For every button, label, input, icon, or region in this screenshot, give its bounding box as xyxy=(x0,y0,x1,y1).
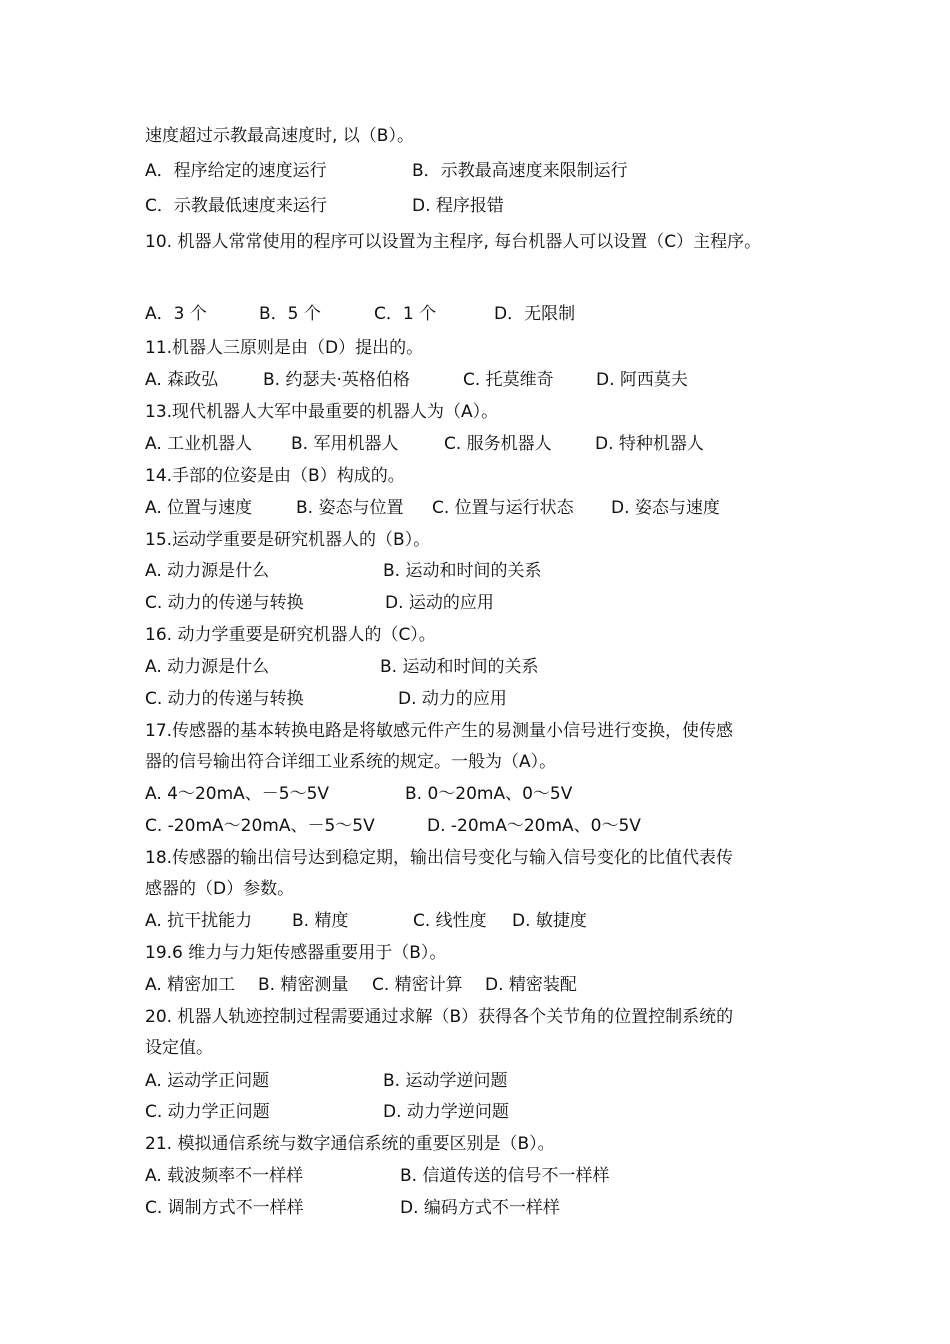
answer-option: C. 线性度 xyxy=(413,911,487,931)
answer-option: A. 抗干扰能力 xyxy=(145,911,253,931)
answer-option: A. 载波频率不一样样 xyxy=(145,1166,304,1186)
answer-option: C. 位置与运行状态 xyxy=(432,498,574,518)
answer-option: C. 服务机器人 xyxy=(444,434,552,454)
answer-option: D. 动力学逆问题 xyxy=(383,1102,509,1122)
question-text: 15.运动学重要是研究机器人的（B）。 xyxy=(145,530,431,550)
answer-option: A．3 个 xyxy=(145,304,207,324)
answer-option: A. 动力源是什么 xyxy=(145,657,270,677)
answer-option: A. 森政弘 xyxy=(145,370,219,390)
answer-option: B. 姿态与位置 xyxy=(296,498,404,518)
answer-option: D. 敏捷度 xyxy=(512,911,587,931)
answer-option: D．无限制 xyxy=(494,304,576,324)
question-text: 器的信号输出符合详细工业系统的规定。一般为（A）。 xyxy=(145,752,557,772)
answer-option: D. -20mA～20mA、0～5V xyxy=(427,816,641,836)
answer-option: C. 托莫维奇 xyxy=(463,370,554,390)
question-text: 13.现代机器人大军中最重要的机器人为（A）。 xyxy=(145,402,499,422)
answer-option: C. 动力学正问题 xyxy=(145,1102,270,1122)
question-text: 17.传感器的基本转换电路是将敏感元件产生的易测量小信号进行变换，使传感 xyxy=(145,721,734,741)
answer-option: C. 精密计算 xyxy=(372,975,463,995)
answer-option: C. 动力的传递与转换 xyxy=(145,593,304,613)
answer-option: B．示教最高速度来限制运行 xyxy=(412,161,628,181)
answer-option: B. 运动和时间的关系 xyxy=(383,561,542,581)
answer-option: D. 运动的应用 xyxy=(385,593,494,613)
answer-option: B. 军用机器人 xyxy=(291,434,399,454)
answer-option: A．程序给定的速度运行 xyxy=(145,161,327,181)
answer-option: D. 动力的应用 xyxy=(398,689,507,709)
answer-option: D. 程序报错 xyxy=(412,196,504,216)
answer-option: A. 位置与速度 xyxy=(145,498,253,518)
answer-option: B. 约瑟夫·英格伯格 xyxy=(263,370,410,390)
answer-option: B．5 个 xyxy=(259,304,321,324)
answer-option: C．1 个 xyxy=(374,304,437,324)
question-text: 16. 动力学重要是研究机器人的（C）。 xyxy=(145,625,436,645)
answer-option: D. 精密装配 xyxy=(485,975,577,995)
question-text: 设定值。 xyxy=(145,1038,213,1058)
question-text: 21. 模拟通信系统与数字通信系统的重要区别是（B）。 xyxy=(145,1134,555,1154)
answer-option: D. 阿西莫夫 xyxy=(596,370,688,390)
answer-option: D. 编码方式不一样样 xyxy=(400,1198,560,1218)
answer-option: A. 4～20mA、－5～5V xyxy=(145,784,330,804)
answer-option: A. 精密加工 xyxy=(145,975,236,995)
answer-option: B. 精密测量 xyxy=(258,975,349,995)
answer-option: A. 工业机器人 xyxy=(145,434,253,454)
question-text: 11.机器人三原则是由（D）提出的。 xyxy=(145,338,424,358)
answer-option: B. 运动学逆问题 xyxy=(383,1071,508,1091)
question-text: 19.6 维力与力矩传感器重要用于（B）。 xyxy=(145,943,447,963)
answer-option: B. 运动和时间的关系 xyxy=(380,657,539,677)
answer-option: C．示教最低速度来运行 xyxy=(145,196,327,216)
question-text: 14.手部的位姿是由（B）构成的。 xyxy=(145,466,405,486)
question-text: 速度超过示教最高速度时, 以（B）。 xyxy=(145,126,414,146)
question-text: 感器的（D）参数。 xyxy=(145,879,295,899)
question-text: 18.传感器的输出信号达到稳定期，输出信号变化与输入信号变化的比值代表传 xyxy=(145,848,734,868)
answer-option: A. 动力源是什么 xyxy=(145,561,270,581)
answer-option: B. 0～20mA、0～5V xyxy=(405,784,573,804)
question-text: 10. 机器人常常使用的程序可以设置为主程序, 每台机器人可以设置（C）主程序。 xyxy=(145,232,762,252)
question-text: 20. 机器人轨迹控制过程需要通过求解（B）获得各个关节角的位置控制系统的 xyxy=(145,1007,734,1027)
answer-option: D. 特种机器人 xyxy=(595,434,704,454)
answer-option: A. 运动学正问题 xyxy=(145,1071,270,1091)
answer-option: C. 调制方式不一样样 xyxy=(145,1198,304,1218)
answer-option: B. 精度 xyxy=(292,911,349,931)
answer-option: B. 信道传送的信号不一样样 xyxy=(400,1166,610,1186)
answer-option: D. 姿态与速度 xyxy=(611,498,720,518)
answer-option: C. -20mA～20mA、－5～5V xyxy=(145,816,375,836)
answer-option: C. 动力的传递与转换 xyxy=(145,689,304,709)
